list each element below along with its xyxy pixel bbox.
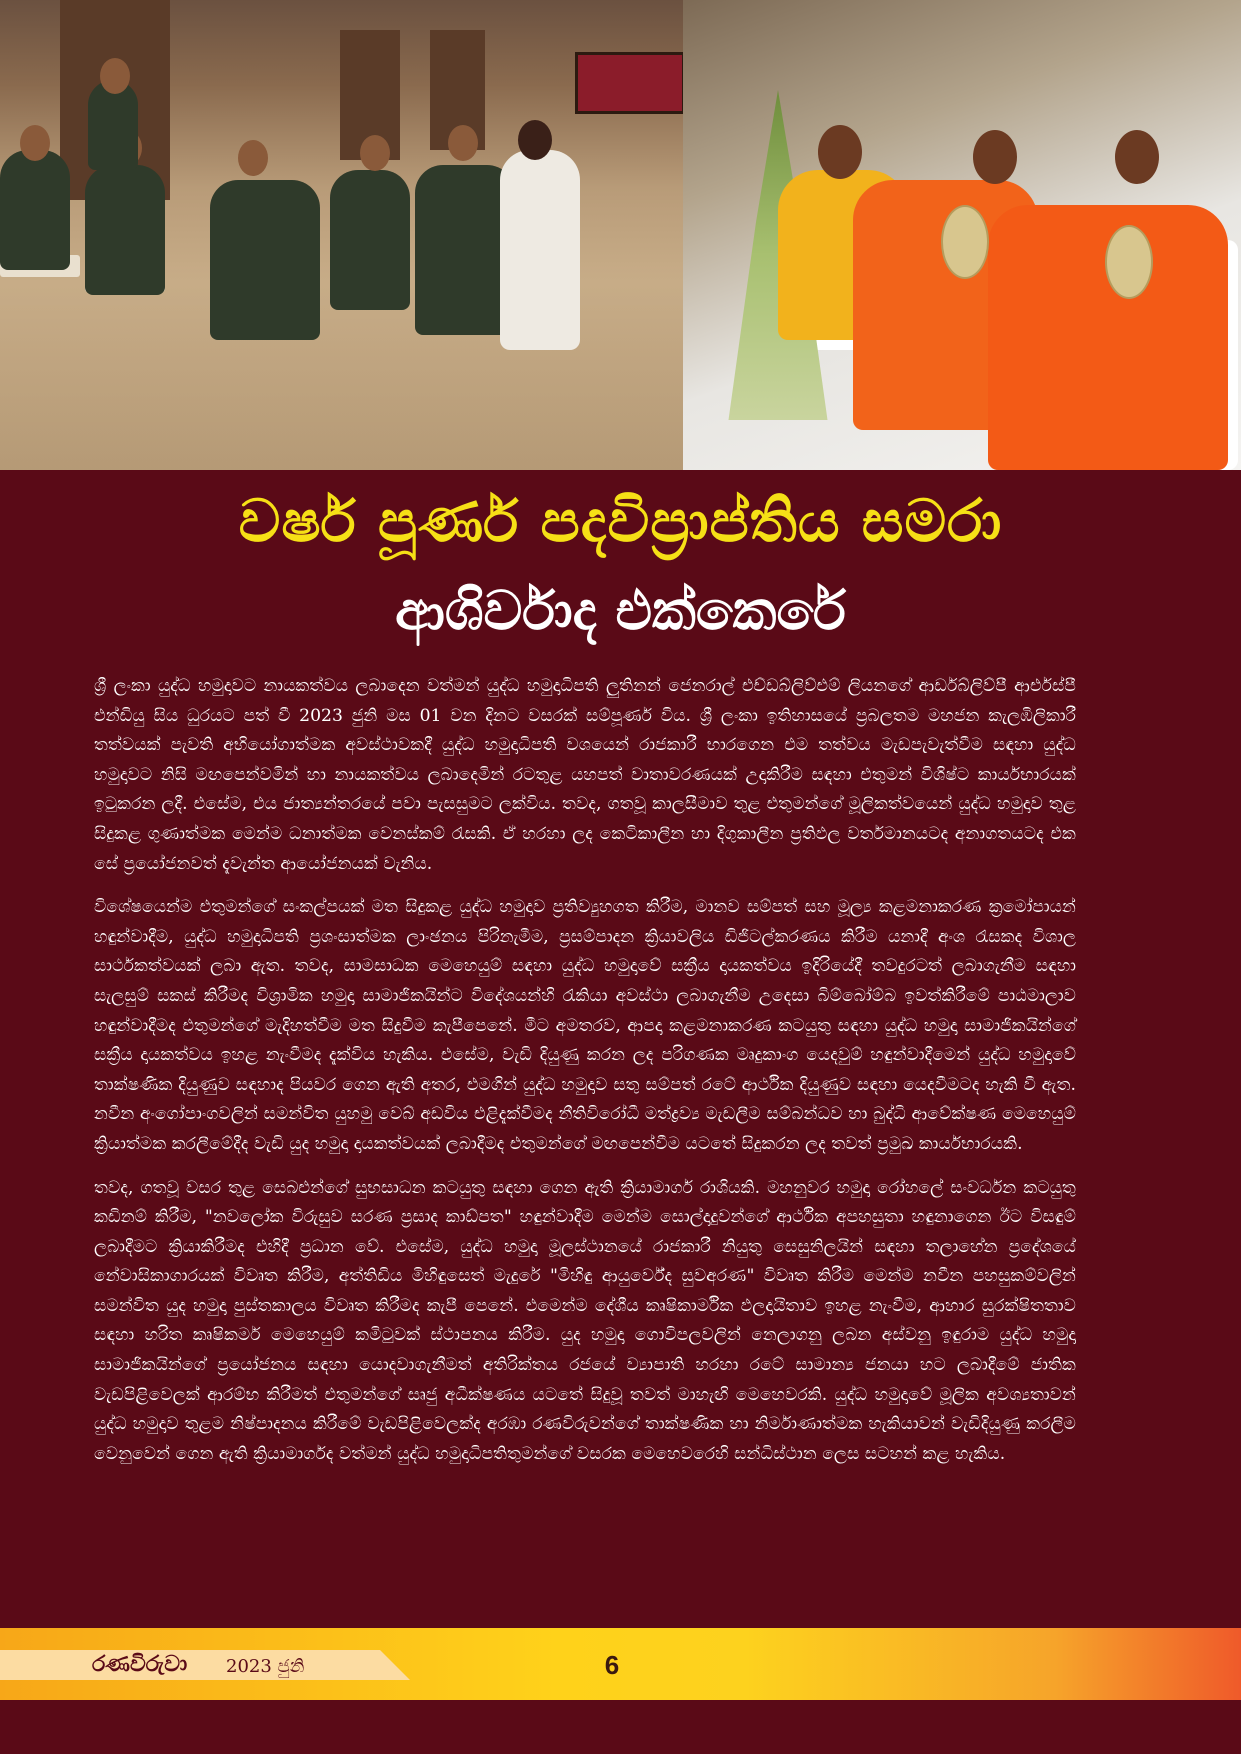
page-number: 6 bbox=[604, 1650, 620, 1680]
monk-head bbox=[973, 130, 1017, 184]
officer bbox=[210, 180, 320, 340]
monk-head bbox=[818, 125, 862, 179]
officer bbox=[85, 165, 165, 295]
monk-head bbox=[1115, 130, 1159, 184]
ceremony-photo-monks bbox=[683, 0, 1241, 470]
magazine-name: රණවිරුවා bbox=[92, 1652, 188, 1677]
officer-head bbox=[100, 58, 130, 94]
ceremonial-fan bbox=[941, 205, 989, 279]
article-paragraph: ශ්‍රී ලංකා යුද්ධ හමුදාවට නායකත්වය ලබාදෙන වත්මන් යුද්ධ හමුදාධිපති ලුතිනන් ජෙනරාල් එච්ඩබ්ලිව්එම් ලියනගේ ආර්ඩබ්ලිව්පී ආර්එස්පී එන්ඩියු සිය ධුරයට පත් වී 2023 ජුනි මස 01 වන දිනට වසරක් සම්පූර්ණ විය. ශ්‍රී ලංකා ඉතිහාසයේ ප්‍රබලතම මහජන කැලඹිලිකාරී තත්වයක් පැවති අභියෝගාත්මක අවස්ථාවකදී යුද්ධ හමුදාධිපති වශයෙන් රාජකාරී භාරගෙන එම තත්වය මැඩපැවැත්වීම සඳහා යුද්ධ හමුදාවට නිසි මඟපෙන්වමින් හා නායකත්වය ලබාදෙමින් රටතුළ යහපත් වාතාවරණයක් උදාකිරීම සඳහා එතුමන් විශිෂ්ට කාර්යභාරයක් ඉටුකරන ලදී. එසේම, එය ජාත්‍යන්තරයේ පවා පැසසුමට ලක්විය. තවද, ගතවූ කාලසීමාව තුළ එතුමන්ගේ මූලිකත්වයෙන් යුද්ධ හමුදාව තුළ සිදුකළ ගුණාත්මක මෙන්ම ධනාත්මක වෙනස්කම් රැසකි. ඒ හරහා ලද කෙටිකාලීන හා දිගුකාලීන ප්‍රතිඵල වර්තමානයටද අනාගතයටද එක සේ ප්‍රයෝජනවත් දැවැන්ත ආයෝජනයක් වැනිය. bbox=[94, 676, 1076, 874]
page-footer bbox=[0, 1628, 1241, 1700]
headline-secondary: ආශිර්වාද එක්කෙරේ bbox=[395, 579, 846, 642]
wall-painting bbox=[575, 52, 683, 114]
footer-tab bbox=[0, 1650, 410, 1680]
officer-head bbox=[360, 135, 390, 171]
lady-in-white bbox=[500, 150, 580, 350]
photo-banner bbox=[0, 0, 1241, 470]
issue-date: 2023 ජුනි bbox=[226, 1656, 305, 1677]
officer-head bbox=[238, 140, 268, 176]
officer-head bbox=[448, 125, 478, 161]
officer-head bbox=[20, 125, 50, 161]
officer bbox=[0, 150, 70, 270]
article-paragraph: තවද, ගතවූ වසර තුළ සෙබළුන්ගේ සුභසාධන කටයුතු සඳහා ගෙන ඇති ක්‍රියාමාර්ග රාශියකි. මහනුවර හමුදා රෝහලේ සංවර්ධන කටයුතු කඩිනම් කිරීම, "නවලෝක විරුසුව සරණ ප්‍රසාද කාඩ්පත" හඳුන්වාදීම මෙන්ම සොල්දාදුවන්ගේ ආර්ථික අපහසුතා හඳුනාගෙන ඊට විසඳුම් ලබාදීමට ක්‍රියාකිරීමද එහිදී ප්‍රධාන වේ. එසේම, යුද්ධ හමුදා මූලස්ථානයේ රාජකාරී නියුතු සෙසුනිලයින් සඳහා තලාහේන ප්‍රදේශයේ නේවාසිකාගාරයක් විවෘත කිරීම, අත්තිඩිය මිහිඳුසෙත් මැදුරේ "මිහිඳු ආයුර්වේද සුවඅරණ" විවෘත කිරීම මෙන්ම නවීන පහසුකම්වලින් සමන්විත යුද හමුදා පුස්තකාලය විවෘත කිරීමද කැපී පෙනේ. එමෙන්ම දේශීය කෘෂිකාර්මික ඵලදායිතාව ඉහළ නැංවීම, ආහාර සුරක්ෂිතතාව සඳහා හරිත කෘෂිකර්ම මෙහෙයුම් කමිටුවක් ස්ථාපනය කිරීම. යුද හමුදා ගොවිපලවලින් නෙලාගනු ලබන අස්වනු ඉඳුරාම යුද්ධ හමුදා සාමාජිකයින්ගේ ප්‍රයෝජනය සඳහා යොදවාගැනීමත් අතිරික්තය රජයේ ව්‍යාපාති හරහා රටේ සාමාන්‍ය ජනයා හට ලබාදීමේ ජාතික වැඩපිළිවෙලක් ආරම්භ කිරීමත් එතුමන්ගේ සෘජු අධීක්ෂණය යටතේ සිදුවූ තවත් මාහැඟි මෙහෙවරකි. යුද්ධ හමුදාවේ මූලික අවශ්‍යතාවන් යුද්ධ හමුදාව තුළම නිෂ්පාදනය කිරීමේ වැඩපිළිවෙලක්ද අරඹා රණවිරුවන්ගේ තාක්ෂණික හා නිර්මාණාත්මක හැකියාවන් වැඩිදියුණු කරලීම වෙනුවෙන් ගෙන ඇති ක්‍රියාමාර්ගද වත්මන් යුද්ධ හමුදාධිපතිතුමන්ගේ වසරක මෙහෙවරෙහි සන්ධිස්ථාන ලෙස සටහන් කළ හැකිය. bbox=[94, 1177, 1076, 1464]
ceremony-photo-officers bbox=[0, 0, 683, 470]
ceremonial-fan bbox=[1105, 225, 1153, 299]
lady-head bbox=[518, 120, 552, 160]
officer bbox=[330, 170, 410, 310]
headline-primary: වර්ෂ පූර්ණ පදවිප්‍රාප්තිය සමරා bbox=[238, 487, 1003, 555]
article-body bbox=[94, 672, 1076, 1483]
article-paragraph: විශේෂයෙන්ම එතුමන්ගේ සංකල්පයක් මත සිදුකළ යුද්ධ හමුදාව ප්‍රතිව්‍යුහගත කිරීම, මානව සම්පත් සහ මූල්‍ය කළමනාකරණ ක්‍රමෝපායන් හඳුන්වාදීම, යුද්ධ හමුදාධිපති ප්‍රශංසාත්මක ලාංඡනය පිරිනැමීම, ප්‍රසම්පාදන ක්‍රියාවලිය ඩිජිටල්කරණය කිරීම යනාදී අංශ රැසකද විශාල සාර්ථකත්වයක් ලබා ඇත. තවද, සාමසාධක මෙහෙයුම් සඳහා යුද්ධ හමුදාවේ සක්‍රීය දායකත්වය ඉදිරියේදී තවදුරටත් ලබාගැනීම සඳහා සැලසුම් සකස් කිරීමද විශ්‍රාමික හමුදා සාමාජිකයින්ට විදේශයන්හි රැකියා අවස්ථා ලබාගැනීම උදෙසා බිම්බෝම්බ ඉවත්කිරීමේ පාඨමාලාව හඳුන්වාදීමද එතුමන්ගේ මැදිහත්වීම මත සිදුවීම කැපීපෙනේ. මීට අමතරව, ආපදා කළමනාකරණ කටයුතු සඳහා යුද්ධ හමුදා සාමාජිකයින්ගේ සක්‍රීය දායකත්වය ඉහළ නැංවීමද දැක්විය හැකිය. එසේම, වැඩි දියුණු කරන ලද පරිගණක මෘදුකාංග යෙදවුම් හඳුන්වාදීමෙන් යුද්ධ හමුදාවේ තාක්ෂණික දියුණුව සඳහාද පියවර ගෙන ඇති අතර, එමගින් යුද්ධ හමුදාව සතු සම්පත් රටේ ආර්ථික දියුණුව සඳහා යෙදවීමටද හැකි වී ඇත. නවීන අංගෝපාංගවලින් සමන්විත යුහමු වෙබ් අඩවිය එළිදැක්වීමද නීතිවිරෝධී මත්ද්‍රව්‍ය මැඩලීම සම්බන්ධව හා බුද්ධි ආවේක්ෂණ මෙහෙයුම් ක්‍රියාත්මක කරලීමේදීද වැඩි යුද හමුදා දායකත්වයක් ලබාදීමද එතුමන්ගේ මඟපෙන්වීම යටතේ සිදුකරන ලද තවත් ප්‍රමුඛ කාර්යභාරයකි. bbox=[94, 897, 1076, 1154]
